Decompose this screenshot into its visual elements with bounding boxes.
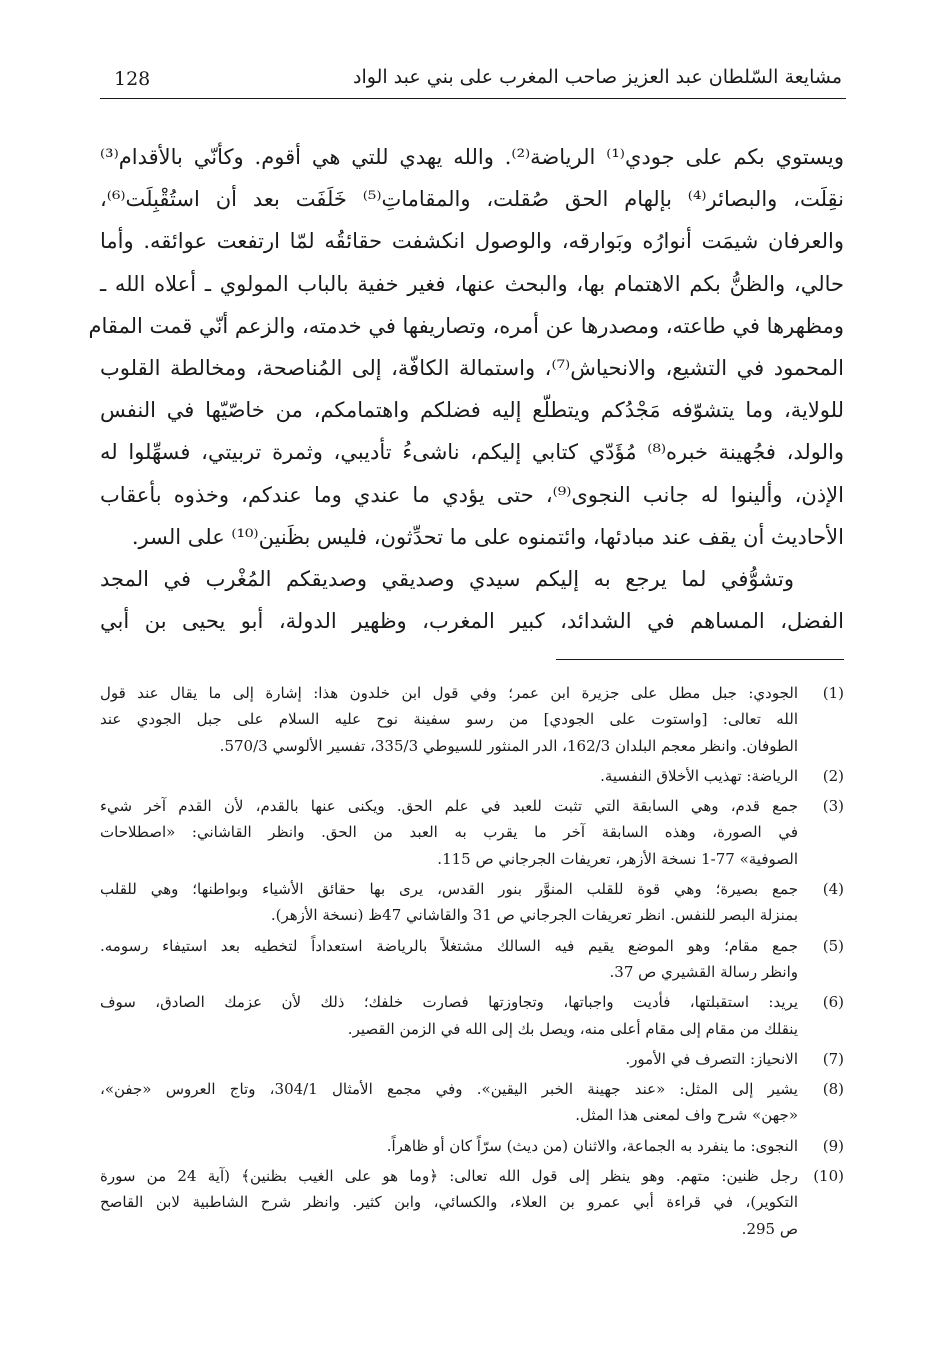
footnote-number: (6) (822, 993, 844, 1012)
footnote-number: (1) (822, 684, 844, 702)
footnote (100, 933, 844, 986)
footnote-number: (8) (822, 1080, 844, 1099)
footnote-line: التكوير)، في قراءة أبي عمرو بن العلاء، والكسائي، وابن كثير. وانظر شرح الشاطبية لابن القاصح (100, 1193, 798, 1212)
footnote (100, 1133, 844, 1159)
footnote (100, 989, 844, 1042)
body-line: ومظهرها في طاعته، ومصدرها عن أمره، وتصاريفها في خدمته، والزعم أنّي قمت المقام (88, 313, 844, 338)
footnote (100, 1163, 844, 1242)
body-line: نقِلَت، والبصائر⁽⁴⁾ بإلهام الحق صُقلت، والمقاماتِ⁽⁵⁾ خَلَفَت بعد أن استُقْبِلَت⁽⁶⁾، (100, 187, 844, 212)
footnote-number: (2) (822, 766, 844, 785)
footnote (100, 1046, 844, 1072)
body-line: المحمود في التشيع، والانحياش⁽⁷⁾، واستمالة الكافّة، إلى المُناصحة، ومخالطة القلوب (100, 355, 844, 380)
footnote-line: يشير إلى المثل: «عند جهينة الخبر اليقين». وفي مجمع الأمثال 304/1، وتاج العروس «جفن»، (100, 1080, 798, 1099)
body-line: وتشوُّفي لما يرجع به إليكم سيدي وصديقي وصديقكم المُغْرب في المجد (100, 566, 794, 591)
body-line: الإذن، وألينوا له جانب النجوى⁽⁹⁾، حتى يؤدي ما عندي وما عندكم، وخذوه بأعقاب (100, 482, 844, 507)
footnotes (100, 680, 844, 1242)
footnote-line: يريد: استقبلتها، فأديت واجباتها، وتجاوزتها فصارت خلفك؛ ذلك لأن عزمك الصادق، سوف (100, 993, 798, 1012)
footnote-separator (556, 659, 844, 660)
footnote-number: (9) (822, 1136, 844, 1155)
page-number: 128 (114, 68, 151, 90)
footnote-line: الطوفان. وانظر معجم البلدان 162/3، الدر المنثور للسيوطي 335/3، تفسير الألوسي 570/3. (219, 736, 798, 755)
footnote-line: وانظر رسالة القشيري ص 37. (609, 962, 798, 981)
footnote-line: الرياضة: تهذيب الأخلاق النفسية. (600, 766, 798, 785)
footnote (100, 793, 844, 872)
footnote-line: ص 295. (741, 1219, 798, 1238)
footnote-number: (10) (813, 1167, 844, 1186)
footnote-line: جمع بصيرة؛ وهي قوة للقلب المنوَّر بنور القدس، يرى بها حقائق الأشياء وبواطنها؛ وهي للقلب (100, 880, 798, 899)
body-line: حالي، والظنُّ بكم الاهتمام بها، والبحث عنها، فغير خفية بالباب المولوي ـ أعلاه الله ـ (100, 271, 844, 296)
footnote-line: بمنزلة البصر للنفس. انظر تعريفات الجرجاني ص 31 والقاشاني 47ظ (نسخة الأزهر). (270, 906, 798, 925)
footnote-line: الله تعالى: [واستوت على الجودي] من رسو سفينة نوح عليه السلام على جبل الجودي عند (100, 710, 798, 729)
footnote-line: الجودي: جبل مطل على جزيرة ابن عمر؛ وفي قول ابن خلدون هذا: إشارة إلى ما يقال عند قول (100, 684, 798, 702)
footnote-number: (5) (822, 936, 844, 955)
footnote (100, 876, 844, 929)
body-line: ويستوي بكم على جودي⁽¹⁾ الرياضة⁽²⁾. والله يهدي للتي هي أقوم. وكأنّي بالأقدام⁽³⁾ (100, 145, 844, 169)
header-rule (100, 98, 846, 99)
page-header (100, 58, 846, 98)
footnote (100, 1076, 844, 1129)
footnote-line: النجوى: ما ينفرد به الجماعة، والاثنان (من ديث) سرّاً كان أو ظاهراً. (386, 1136, 798, 1155)
body-line: للولاية، وما يتشوّفه مَجْدُكم ويتطلّع إليه فضلكم واهتمامكم، من خاصّيّها في النفس (100, 398, 844, 423)
footnote-line: الانحياز: التصرف في الأمور. (625, 1049, 798, 1068)
footnote-line: ينقلك من مقام إلى مقام أعلى منه، ويصل بك إلى الله في الزمن القصير. (347, 1019, 798, 1038)
footnote-number: (4) (822, 880, 844, 899)
footnote-line: «جهن» شرح واف لمعنى هذا المثل. (575, 1106, 798, 1125)
body-line: الفضل، المساهم في الشدائد، كبير المغرب، وظهير الدولة، أبو يحيى بن أبي (100, 609, 844, 634)
footnote-line: الصوفية» 77-1 نسخة الأزهر، تعريفات الجرجاني ص 115. (437, 849, 798, 868)
footnote-number: (7) (822, 1049, 844, 1068)
footnote (100, 763, 844, 789)
footnote-number: (3) (822, 797, 844, 816)
body-text (88, 136, 844, 642)
footnote-line: جمع قدم، وهي السابقة التي تثبت للعبد في علم الحق. ويكنى عنها بالقدم، لأن القدم آخر شيء (100, 797, 798, 816)
body-line: والعرفان شيمَت أنوارُه وبَوارقه، والوصول انكشفت حقائقُه لمّا ارتفعت عوائقه. وأما (100, 229, 844, 254)
footnote-line: رجل ظنين: متهم. وهو ينظر إلى قول الله تعالى: ﴿وما هو على الغيب بظنين﴾ (آية 24 من سورة (100, 1167, 798, 1186)
footnote (100, 680, 844, 759)
footnote-line: جمع مقام؛ وهو الموضع يقيم فيه السالك مشتغلاً بالرياضة استعداداً لتخطيه بعد استيفاء رسومه. (100, 936, 798, 955)
body-line: الأحاديث أن يقف عند مبادئها، وائتمنوه على ما تحدِّثون، فليس بظَنين⁽¹⁰⁾ على السر. (131, 524, 844, 549)
footnote-line: في الصورة، وهذه السابقة آخر ما يقرب به العبد من الحق. وانظر القاشاني: «اصطلاحات (100, 823, 798, 842)
body-line: والولد، فجُهينة خبره⁽⁸⁾ مُؤَدّي كتابي إليكم، ناشىءُ تأديبي، وثمرة تربيتي، فسهِّلوا له (100, 440, 844, 465)
running-title: مشايعة السّلطان عبد العزيز صاحب المغرب على بني عبد الواد (353, 66, 842, 88)
